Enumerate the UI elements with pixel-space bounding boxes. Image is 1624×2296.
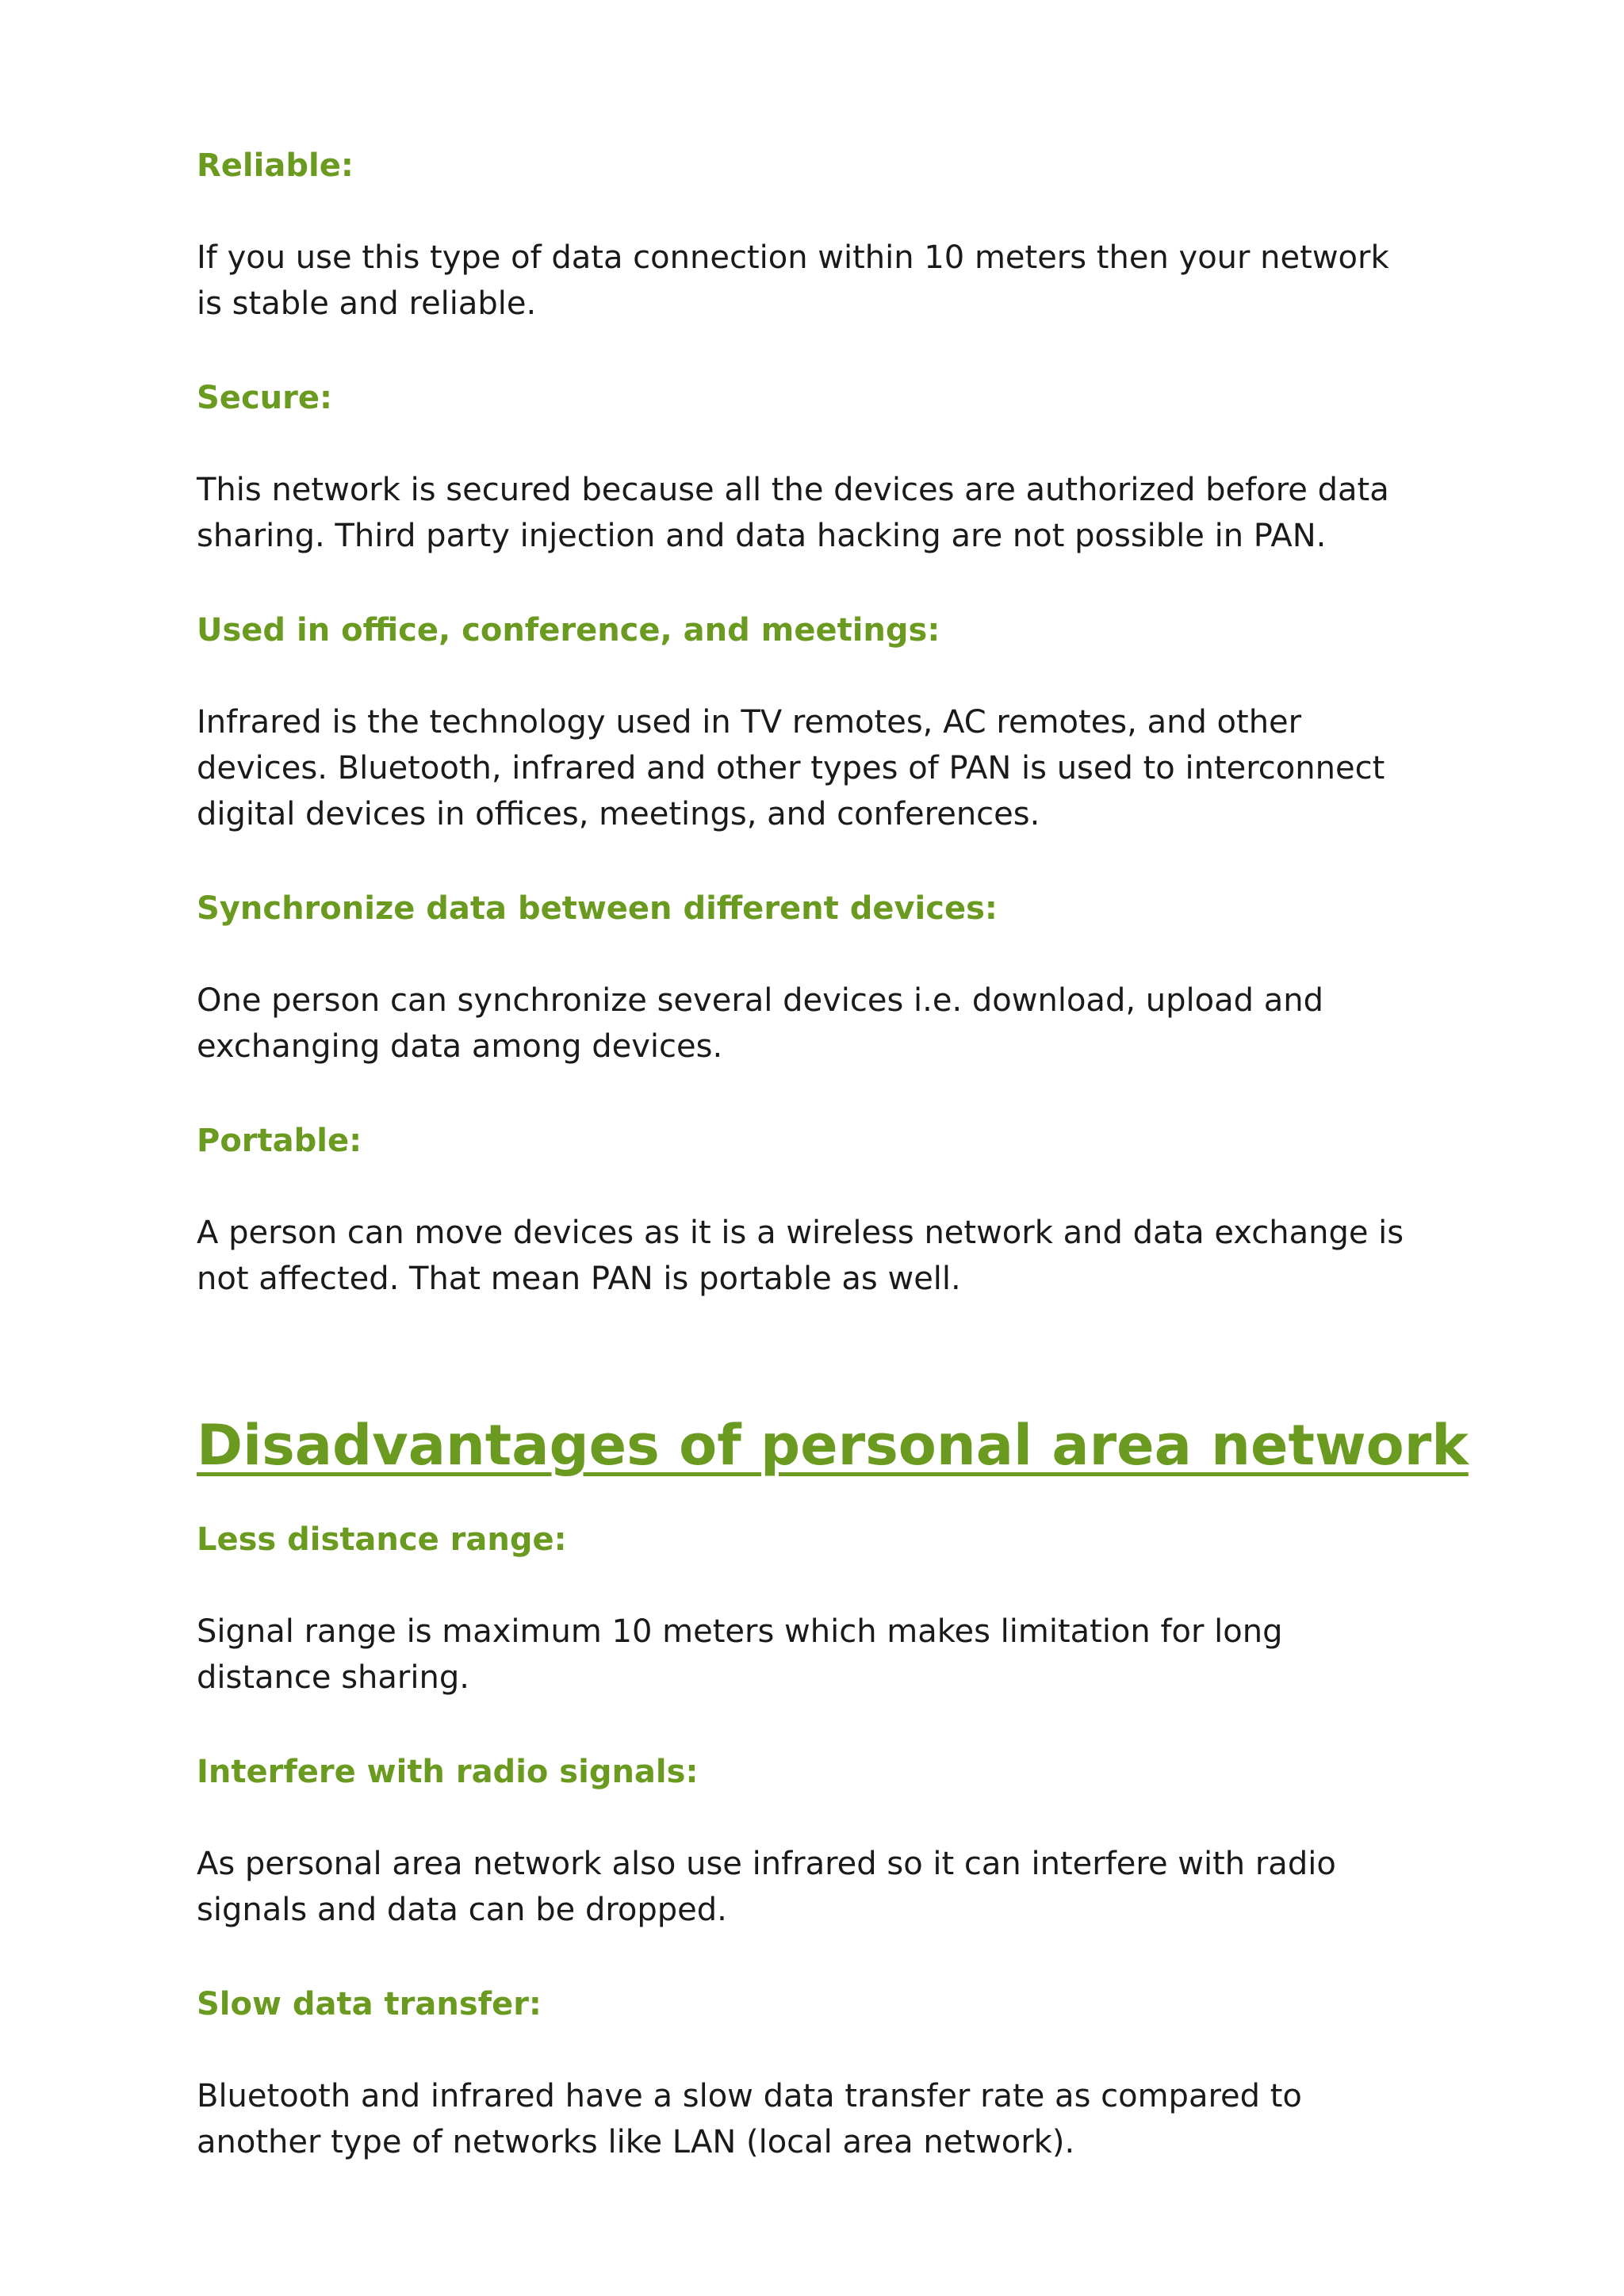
advantage-portable (197, 1118, 1434, 1302)
paragraph-line: signals and data can be dropped. (197, 1892, 727, 1928)
paragraph-line: sharing. Third party injection and data hacking are not possible in PAN. (197, 518, 1327, 554)
paragraph-line: not affected. That mean PAN is portable as well. (197, 1261, 961, 1297)
disadvantage-slow-transfer (197, 1981, 1434, 2165)
advantage-synchronize (197, 886, 1434, 1070)
section-heading: Less distance range: (197, 1521, 567, 1558)
paragraph-line: digital devices in offices, meetings, and conferences. (197, 796, 1040, 832)
disadvantage-radio-interference (197, 1749, 1434, 1933)
disadvantages-title: Disadvantages of personal area network (197, 1413, 1469, 1478)
section-heading: Used in office, conference, and meetings: (197, 612, 940, 649)
paragraph-line: distance sharing. (197, 1659, 469, 1696)
paragraph-line: If you use this type of data connection within 10 meters then your network (197, 239, 1389, 276)
paragraph-line: is stable and reliable. (197, 285, 537, 322)
section-heading: Slow data transfer: (197, 1986, 542, 2022)
section-heading: Synchronize data between different devices: (197, 890, 998, 927)
paragraph-line: Bluetooth and infrared have a slow data transfer rate as compared to (197, 2078, 1302, 2114)
disadvantage-distance-range (197, 1517, 1434, 1701)
paragraph-line: another type of networks like LAN (local area network). (197, 2124, 1075, 2160)
section-heading: Reliable: (197, 147, 354, 184)
advantage-reliable (197, 143, 1434, 327)
advantage-secure (197, 375, 1434, 559)
advantage-office-use (197, 607, 1434, 837)
section-heading: Interfere with radio signals: (197, 1754, 699, 1790)
paragraph-line: exchanging data among devices. (197, 1028, 723, 1065)
paragraph-line: Infrared is the technology used in TV remotes, AC remotes, and other (197, 704, 1302, 740)
paragraph-line: Signal range is maximum 10 meters which makes limitation for long (197, 1613, 1283, 1650)
section-heading: Portable: (197, 1123, 362, 1159)
paragraph-line: As personal area network also use infrared so it can interfere with radio (197, 1846, 1336, 1882)
paragraph-line: This network is secured because all the devices are authorized before data (197, 472, 1389, 508)
paragraph-line: One person can synchronize several devices i.e. download, upload and (197, 982, 1323, 1019)
paragraph-line: A person can move devices as it is a wireless network and data exchange is (197, 1215, 1404, 1251)
paragraph-line: devices. Bluetooth, infrared and other types of PAN is used to interconnect (197, 750, 1385, 786)
section-heading: Secure: (197, 380, 332, 416)
